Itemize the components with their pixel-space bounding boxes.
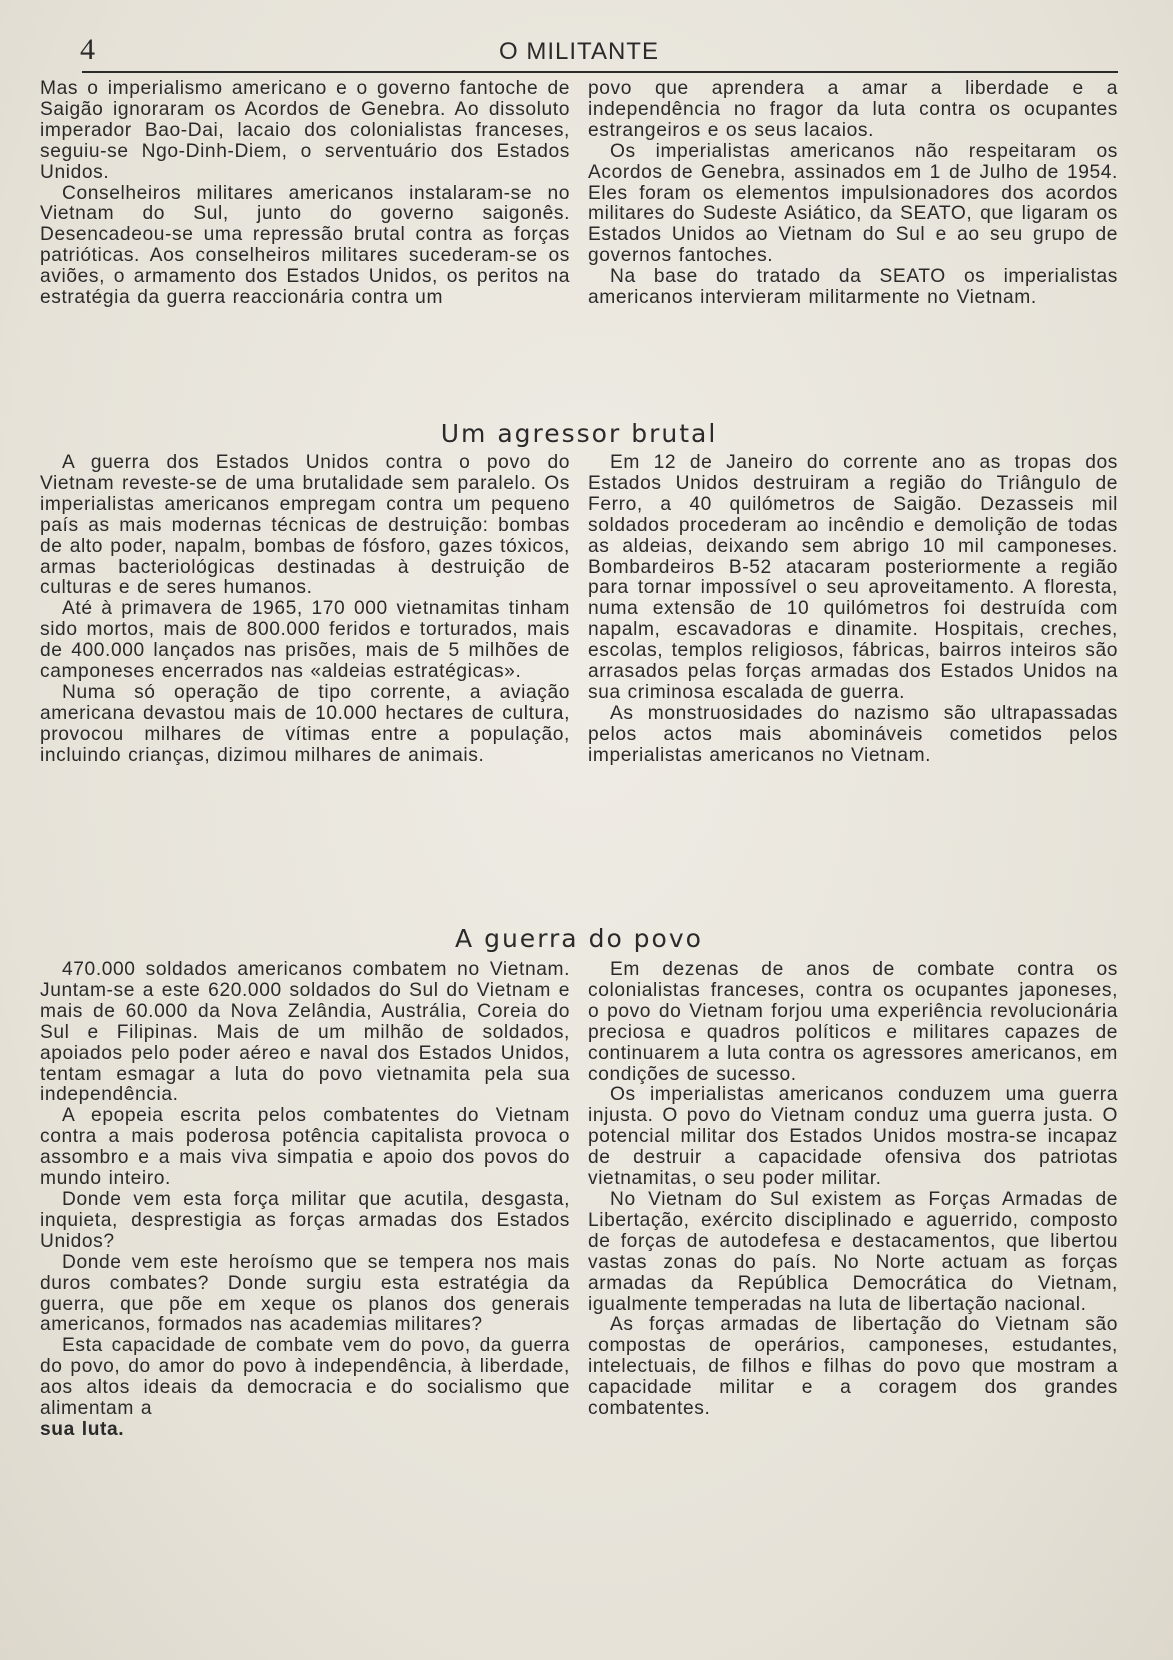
agressor-left-column bbox=[40, 453, 570, 767]
paragraph: Os imperialistas americanos conduzem uma guerra injusta. O povo do Vietnam conduz uma guerra justa. O potencial militar dos Estados Unidos mostra-se incapaz de destruir a capacidade ofensiva dos patriotas vietnamitas, o seu poder militar. bbox=[588, 1084, 1118, 1190]
paragraph: As forças armadas de libertação do Vietnam são compostas de operários, camponeses, estudantes, intelectuais, de filhos e filhas do povo que mostram a capacidade militar e a coragem dos grandes combatentes. bbox=[588, 1314, 1118, 1420]
agressor-section bbox=[40, 453, 1118, 767]
section-heading-agressor: Um agressor brutal bbox=[440, 419, 718, 448]
intro-right-column bbox=[588, 79, 1118, 309]
paragraph: Numa só operação de tipo corrente, a aviação americana devastou mais de 10.000 hectares de cultura, provocou milhares de vítimas entre a população, incluindo crianças, dizimou milhares de animais. bbox=[40, 681, 570, 766]
paragraph: 470.000 soldados americanos combatem no Vietnam. Juntam-se a este 620.000 soldados do Sul do Vietnam e mais de 60.000 da Nova Zelândia, Austrália, Coreia do Sul e Filipinas. Mais de um milhão de soldados, apoiados pelo poder aéreo e naval dos Estados Unidos, tentam esmagar a luta do povo vietnamita pela sua independência. bbox=[40, 959, 570, 1106]
paragraph: Esta capacidade de combate vem do povo, da guerra do povo, do amor do povo à independência, à liberdade, aos altos ideais da democracia e do socialismo que alimentam a bbox=[40, 1335, 570, 1420]
paragraph: Na base do tratado da SEATO os imperialistas americanos intervieram militarmente no Vietnam. bbox=[588, 266, 1118, 309]
paragraph: As monstruosidades do nazismo são ultrapassadas pelos actos mais abomináveis cometidos pelos imperialistas americanos no Vietnam. bbox=[588, 702, 1118, 766]
intro-left-column bbox=[40, 79, 570, 309]
page-number: 4 bbox=[80, 33, 95, 66]
paragraph: A epopeia escrita pelos combatentes do Vietnam contra a mais poderosa potência capitalista provoca o assombro e a mais viva simpatia e apoio dos povos do mundo inteiro. bbox=[40, 1105, 570, 1190]
newspaper-title: O MILITANTE bbox=[499, 38, 659, 65]
section-heading-guerra: A guerra do povo bbox=[455, 924, 703, 953]
paragraph: No Vietnam do Sul existem as Forças Armadas de Libertação, exército disciplinado e aguerrido, composto de forças de autodefesa e destacamentos, que libertou vastas zonas do país. No Norte actuam as forças armadas da República Democrática do Vietnam, igualmente temperadas na luta de libertação nacional. bbox=[588, 1188, 1118, 1315]
paragraph: Donde vem este heroísmo que se tempera nos mais duros combates? Donde surgiu esta estratégia da guerra, que põe em xeque os planos dos generais americanos, formados nas academias militares? bbox=[40, 1251, 570, 1336]
agressor-right-column bbox=[588, 453, 1118, 767]
paragraph: Em 12 de Janeiro do corrente ano as tropas dos Estados Unidos destruiram a região do Triângulo de Ferro, a 40 quilómetros de Saigão. Dezasseis mil soldados procederam ao incêndio e demolição de todas as aldeias, deixando sem abrigo 10 mil camponeses. Bombardeiros B-52 atacaram posteriormente a região para tornar impossível o seu aproveitamento. A floresta, numa extensão de 10 quilómetros foi destruída com napalm, escavadoras e dinamite. Hospitais, creches, escolas, templos religiosos, fábricas, bairros inteiros são arrasados pelas forças armadas dos Estados Unidos na sua criminosa escalada de guerra. bbox=[588, 452, 1118, 703]
masthead bbox=[40, 30, 1118, 76]
paragraph: A guerra dos Estados Unidos contra o povo do Vietnam reveste-se de uma brutalidade sem paralelo. Os imperialistas americanos empregam contra um pequeno país as mais modernas técnicas de destruição: bombas de alto poder, napalm, bombas de fósforo, gazes tóxicos, armas bacteriológicas destinadas à destruição de culturas e de seres humanos. bbox=[40, 452, 570, 599]
intro-section bbox=[40, 79, 1118, 309]
paragraph: Conselheiros militares americanos instalaram-se no Vietnam do Sul, junto do governo saigonês. Desencadeou-se uma repressão brutal contra as forças patrióticas. Aos conselheiros militares sucederam-se os aviões, o armamento dos Estados Unidos, os peritos na estratégia da guerra reaccionária contra um bbox=[40, 182, 570, 309]
guerra-right-column bbox=[588, 960, 1118, 1441]
paragraph: povo que aprendera a amar a liberdade e a independência no fragor da luta contra os ocupantes estrangeiros e os seus lacaios. bbox=[588, 78, 1118, 141]
paragraph: Mas o imperialismo americano e o governo fantoche de Saigão ignoraram os Acordos de Genebra. Ao dissoluto imperador Bao-Dai, lacaio dos colonialistas franceses, seguiu-se Ngo-Dinh-Diem, o serventuário dos Estados Unidos. bbox=[40, 78, 570, 183]
paragraph: Em dezenas de anos de combate contra os colonialistas franceses, contra os ocupantes japoneses, o povo do Vietnam forjou uma experiência revolucionária preciosa e quadros políticos e militares capazes de continuarem a luta contra os agressores americanos, em condições de sucesso. bbox=[588, 959, 1118, 1085]
header-rule bbox=[82, 71, 1118, 73]
guerra-section bbox=[40, 960, 1118, 1441]
guerra-left-column bbox=[40, 960, 570, 1441]
paragraph: Até à primavera de 1965, 170 000 vietnamitas tinham sido mortos, mais de 800.000 feridos e torturados, mais de 400.000 lançados nas prisões, mais de 5 milhões de camponeses encerrados nas «aldeias estratégicas». bbox=[40, 598, 570, 683]
paragraph: Os imperialistas americanos não respeitaram os Acordos de Genebra, assinados em 1 de Julho de 1954. Eles foram os elementos impulsionadores dos acordos militares do Sudeste Asiático, da SEATO, que ligaram os Estados Unidos ao Vietnam do Sul e ao seu grupo de governos fantoches. bbox=[588, 140, 1118, 267]
paragraph: Donde vem esta força militar que acutila, desgasta, inquieta, desprestigia as forças armadas dos Estados Unidos? bbox=[40, 1188, 570, 1252]
paragraph-end: sua luta. bbox=[40, 1418, 125, 1440]
